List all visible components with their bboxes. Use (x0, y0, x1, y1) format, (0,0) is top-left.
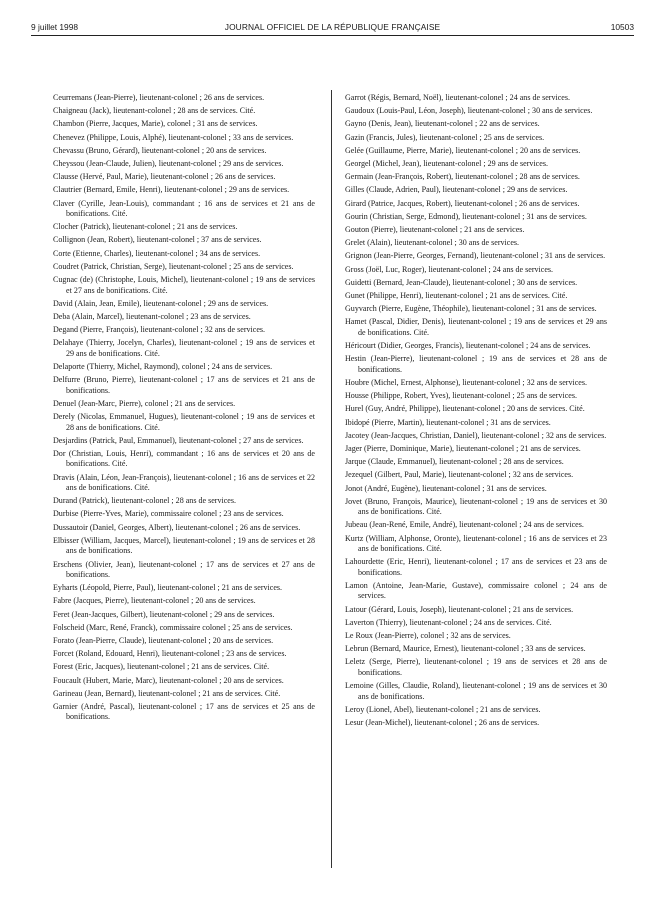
list-item: Hurel (Guy, André, Philippe), lieutenant-colonel ; 20 ans de services. Cité. (345, 404, 585, 414)
list-item: Dravis (Alain, Léon, Jean-François), lieutenant-colonel ; 16 ans de services et 22 ans de bonifications. Cité. (53, 472, 315, 493)
list-item: Dussautoir (Daniel, Georges, Albert), lieutenant-colonel ; 26 ans de services. (53, 522, 301, 532)
list-item: Cheyssou (Jean-Claude, Julien), lieutenant-colonel ; 29 ans de services. (53, 159, 284, 169)
list-item: Forest (Eric, Jacques), lieutenant-colonel ; 21 ans de services. Cité. (53, 662, 270, 672)
list-item: Eyharts (Léopold, Pierre, Paul), lieutenant-colonel ; 21 ans de services. (53, 583, 283, 593)
list-item: Housse (Philippe, Robert, Yves), lieutenant-colonel ; 25 ans de services. (345, 391, 577, 401)
list-item: Ceurremans (Jean-Pierre), lieutenant-colonel ; 26 ans de services. (53, 93, 265, 102)
list-item: Durbise (Pierre-Yves, Marie), commissaire colonel ; 23 ans de services. (53, 509, 284, 519)
list-item: Garineau (Jean, Bernard), lieutenant-colonel ; 21 ans de services. Cité. (53, 688, 281, 698)
left-column (53, 93, 315, 726)
list-item: Delahaye (Thierry, Jocelyn, Charles), lieutenant-colonel ; 19 ans de services et 29 ans de bonifications. Cité. (53, 338, 315, 358)
list-item: Deba (Alain, Marcel), lieutenant-colonel ; 23 ans de services. (53, 311, 251, 321)
list-item: Denuel (Jean-Marc, Pierre), colonel ; 21 ans de services. (53, 398, 236, 408)
list-item: Jovet (Bruno, François, Maurice), lieutenant-colonel ; 19 ans de services et 30 ans de bonifications. Cité. (345, 496, 607, 517)
list-item: Delfurre (Bruno, Pierre), lieutenant-colonel ; 17 ans de services et 21 ans de bonifications. (53, 375, 315, 395)
list-item: Jacotey (Jean-Jacques, Christian, Daniel), lieutenant-colonel ; 32 ans de services. (345, 430, 607, 440)
list-item: Durand (Patrick), lieutenant-colonel ; 28 ans de services. (53, 496, 237, 506)
list-item: Fabre (Jacques, Pierre), lieutenant-colonel ; 20 ans de services. (53, 596, 256, 606)
journal-title: JOURNAL OFFICIEL DE LA RÉPUBLIQUE FRANÇAISE (224, 22, 441, 32)
list-item: Elbisser (William, Jacques, Marcel), lieutenant-colonel ; 19 ans de services et 28 ans de bonifications. (53, 535, 315, 556)
list-item: Folscheid (Marc, René, Franck), commissaire colonel ; 25 ans de services. (53, 622, 293, 632)
list-item: Georgel (Michel, Jean), lieutenant-colonel ; 29 ans de services. (345, 159, 548, 169)
list-item: Lesur (Jean-Michel), lieutenant-colonel ; 26 ans de services. (345, 717, 540, 727)
list-item: Garrot (Régis, Bernard, Noël), lieutenant-colonel ; 24 ans de services. (345, 93, 571, 102)
list-item: Grelet (Alain), lieutenant-colonel ; 30 ans de services. (345, 238, 520, 248)
page-header (31, 22, 634, 36)
list-item: Leletz (Serge, Pierre), lieutenant-colonel ; 19 ans de services et 28 ans de bonifications. (345, 657, 607, 677)
page-number: 10503 (610, 22, 634, 32)
right-column (345, 93, 607, 731)
header-date: 9 juillet 1998 (31, 22, 79, 32)
list-item: Degand (Pierre, François), lieutenant-colonel ; 32 ans de services. (53, 325, 266, 335)
list-item: Germain (Jean-François, Robert), lieutenant-colonel ; 28 ans de services. (345, 172, 580, 182)
list-item: Delaporte (Thierry, Michel, Raymond), colonel ; 24 ans de services. (53, 362, 273, 372)
list-item: Latour (Gérard, Louis, Joseph), lieutenant-colonel ; 21 ans de services. (345, 604, 574, 614)
list-item: Collignon (Jean, Robert), lieutenant-colonel ; 37 ans de services. (53, 235, 262, 245)
list-item: Erschens (Olivier, Jean), lieutenant-colonel ; 17 ans de services et 27 ans de bonifications. (53, 559, 315, 579)
list-item: Chenevez (Philippe, Louis, Alphé), lieutenant-colonel ; 33 ans de services. (53, 132, 294, 142)
list-item: Leroy (Lionel, Abel), lieutenant-colonel ; 21 ans de services. (345, 704, 541, 714)
list-item: Kurtz (William, Alphonse, Oronte), lieutenant-colonel ; 16 ans de services et 23 ans de bonifications. Cité. (345, 533, 607, 554)
list-item: Grignon (Jean-Pierre, Georges, Fernand), lieutenant-colonel ; 31 ans de services. (345, 251, 606, 261)
list-item: Jezequel (Gilbert, Paul, Marie), lieutenant-colonel ; 32 ans de services. (345, 470, 574, 480)
header-rule (31, 35, 634, 36)
list-item: Gelée (Guillaume, Pierre, Marie), lieutenant-colonel ; 20 ans de services. (345, 145, 581, 155)
list-item: Gayno (Denis, Jean), lieutenant-colonel ; 22 ans de services. (345, 119, 540, 129)
list-item: Coudret (Patrick, Christian, Serge), lieutenant-colonel ; 25 ans de services. (53, 261, 294, 271)
list-item: Hestin (Jean-Pierre), lieutenant-colonel ; 19 ans de services et 28 ans de bonifications. (345, 354, 607, 374)
list-item: Girard (Patrice, Jacques, Robert), lieutenant-colonel ; 26 ans de services. (345, 198, 580, 208)
list-item: Dor (Christian, Louis, Henri), commandant ; 16 ans de services et 20 ans de bonifications. Cité. (53, 448, 315, 469)
list-item: Guyvarch (Pierre, Eugène, Théophile), lieutenant-colonel ; 31 ans de services. (345, 304, 597, 314)
list-item: Claver (Cyrille, Jean-Louis), commandant ; 16 ans de services et 21 ans de bonifications. Cité. (53, 198, 315, 219)
list-item: David (Alain, Jean, Emile), lieutenant-colonel ; 29 ans de services. (53, 298, 269, 308)
list-item: Clausse (Hervé, Paul, Marie), lieutenant-colonel ; 26 ans de services. (53, 172, 276, 182)
list-item: Le Roux (Jean-Pierre), colonel ; 32 ans de services. (345, 631, 511, 641)
list-item: Jager (Pierre, Dominique, Marie), lieutenant-colonel ; 21 ans de services. (345, 443, 581, 453)
list-item: Forcet (Roland, Edouard, Henri), lieutenant-colonel ; 23 ans de services. (53, 649, 287, 659)
list-item: Ibidopé (Pierre, Martin), lieutenant-colonel ; 31 ans de services. (345, 417, 551, 427)
list-item: Derely (Nicolas, Emmanuel, Hugues), lieutenant-colonel ; 19 ans de services et 28 ans de bonifications. Cité. (53, 412, 315, 432)
list-item: Desjardins (Patrick, Paul, Emmanuel), lieutenant-colonel ; 27 ans de services. (53, 435, 304, 445)
list-item: Garnier (André, Pascal), lieutenant-colonel ; 17 ans de services et 25 ans de bonifications. (53, 702, 315, 722)
list-item: Gilles (Claude, Adrien, Paul), lieutenant-colonel ; 29 ans de services. (345, 185, 568, 195)
list-item: Laverton (Thierry), lieutenant-colonel ; 24 ans de services. Cité. (345, 617, 552, 627)
list-item: Gazin (Francis, Jules), lieutenant-colonel ; 25 ans de services. (345, 132, 545, 142)
list-item: Clautrier (Bernard, Emile, Henri), lieutenant-colonel ; 29 ans de services. (53, 185, 290, 195)
list-item: Lahourdette (Eric, Henri), lieutenant-colonel ; 17 ans de services et 23 ans de bonifications. (345, 557, 607, 577)
list-item: Cugnac (de) (Christophe, Louis, Michel), lieutenant-colonel ; 19 ans de services et 27 ans de bonifications. Cité. (53, 275, 315, 295)
list-item: Gunet (Philippe, Henri), lieutenant-colonel ; 21 ans de services. Cité. (345, 291, 568, 301)
list-item: Gross (Joël, Luc, Roger), lieutenant-colonel ; 24 ans de services. (345, 264, 554, 274)
list-item: Corte (Etienne, Charles), lieutenant-colonel ; 34 ans de services. (53, 248, 261, 258)
list-item: Héricourt (Didier, Georges, Francis), lieutenant-colonel ; 24 ans de services. (345, 341, 591, 351)
list-item: Feret (Jean-Jacques, Gilbert), lieutenant-colonel ; 29 ans de services. (53, 609, 275, 619)
list-item: Jubeau (Jean-René, Emile, André), lieutenant-colonel ; 24 ans de services. (345, 520, 584, 530)
list-item: Clocher (Patrick), lieutenant-colonel ; 21 ans de services. (53, 222, 238, 232)
list-item: Lemoine (Gilles, Claudie, Roland), lieutenant-colonel ; 19 ans de services et 30 ans de bonifications. (345, 681, 607, 701)
list-item: Guidetti (Bernard, Jean-Claude), lieutenant-colonel ; 30 ans de services. (345, 277, 578, 287)
list-item: Jonot (André, Eugène), lieutenant-colonel ; 31 ans de services. (345, 483, 547, 493)
list-item: Gourin (Christian, Serge, Edmond), lieutenant-colonel ; 31 ans de services. (345, 211, 587, 221)
list-item: Lebrun (Bernard, Maurice, Ernest), lieutenant-colonel ; 33 ans de services. (345, 644, 586, 654)
list-item: Forato (Jean-Pierre, Claude), lieutenant-colonel ; 20 ans de services. (53, 635, 274, 645)
list-item: Houbre (Michel, Ernest, Alphonse), lieutenant-colonel ; 32 ans de services. (345, 377, 588, 387)
list-item: Gouton (Pierre), lieutenant-colonel ; 21 ans de services. (345, 225, 525, 235)
list-item: Chambon (Pierre, Jacques, Marie), colonel ; 31 ans de services. (53, 119, 258, 129)
list-item: Hamet (Pascal, Didier, Denis), lieutenant-colonel ; 19 ans de services et 29 ans de bonifications. Cité. (345, 317, 607, 337)
column-divider (331, 90, 332, 868)
list-item: Lamon (Antoine, Jean-Marie, Gustave), commissaire colonel ; 24 ans de services. (345, 580, 607, 601)
list-item: Jarque (Claude, Emmanuel), lieutenant-colonel ; 28 ans de services. (345, 457, 564, 467)
list-item: Chaigneau (Jack), lieutenant-colonel ; 28 ans de services. Cité. (53, 106, 256, 116)
list-item: Chevassu (Bruno, Gérard), lieutenant-colonel ; 20 ans de services. (53, 145, 267, 155)
list-item: Gaudoux (Louis-Paul, Léon, Joseph), lieutenant-colonel ; 30 ans de services. (345, 106, 593, 116)
list-item: Foucault (Hubert, Marie, Marc), lieutenant-colonel ; 20 ans de services. (53, 675, 284, 685)
